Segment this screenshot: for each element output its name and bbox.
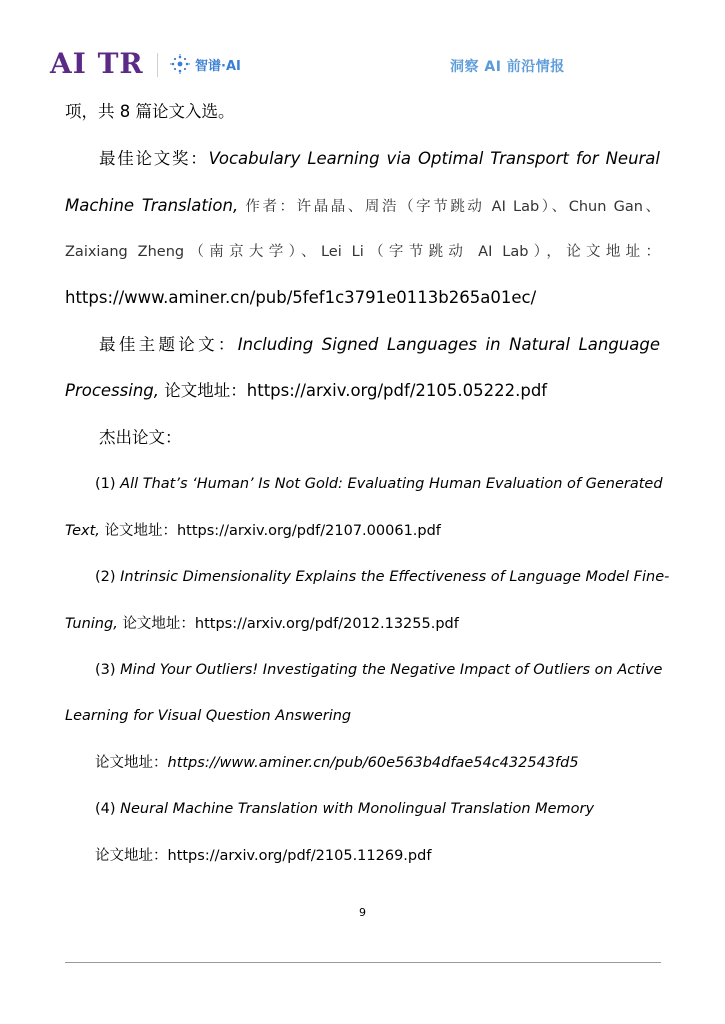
best-paper-title-cont: Machine Translation, (65, 196, 239, 215)
paper-title: Mind Your Outliers! Investigating the Negative Impact of Outliers on Active (120, 662, 663, 678)
outstanding-paper-1-line2 (65, 519, 441, 543)
best-theme-paper-line2 (65, 379, 547, 403)
outstanding-papers-label: 杰出论文： (99, 428, 182, 447)
paper-title: Neural Machine Translation with Monolingual Translation Memory (120, 801, 595, 817)
intro-text: 项，共 8 篇论文入选。 (65, 102, 235, 121)
paper-title-cont: Learning for Visual Question Answering (65, 708, 352, 724)
best-theme-paper-line1 (99, 333, 660, 357)
best-theme-paper-address-label: 论文地址： (159, 381, 247, 400)
paper-address-label: 论文地址： (117, 616, 195, 632)
best-paper-title: Vocabulary Learning via Optimal Transport for Neural (208, 149, 661, 168)
outstanding-paper-4-line1 (95, 797, 594, 821)
paper-number: (3) (95, 662, 121, 678)
outstanding-paper-1-line1 (95, 472, 663, 496)
paper-address-label: 论文地址： (95, 848, 168, 864)
paper-url[interactable]: https://www.aminer.cn/pub/60e563b4dfae54c432543fd5 (167, 755, 579, 771)
paper-url[interactable]: https://arxiv.org/pdf/2107.00061.pdf (176, 523, 441, 539)
outstanding-paper-4-line2 (95, 844, 431, 868)
page-number: 9 (359, 906, 366, 919)
best-theme-paper-label: 最佳主题论文： (99, 335, 238, 354)
best-paper-label: 最佳论文奖： (99, 149, 209, 168)
zhipu-logo-text: 智谱·AI (195, 58, 241, 74)
best-paper-url[interactable]: https://www.aminer.cn/pub/5fef1c3791e0113b265a01ec/ (65, 288, 537, 307)
best-paper-line2 (65, 194, 660, 219)
paper-title-cont: Tuning, (65, 616, 118, 632)
paper-url[interactable]: https://arxiv.org/pdf/2012.13255.pdf (194, 616, 459, 632)
zhipu-logo (170, 52, 241, 76)
best-theme-paper-title-cont: Processing, (65, 381, 160, 400)
aitr-logo: AI TR (50, 47, 144, 80)
paper-number: (2) (95, 569, 121, 585)
paper-title: All That’s ‘Human’ Is Not Gold: Evaluating Human Evaluation of Generated (120, 476, 663, 492)
best-paper-authors-cont: Zaixiang Zheng（南京大学）、Lei Li（字节跳动 AI Lab），论文地址： (65, 244, 660, 260)
logo-divider (157, 53, 158, 77)
outstanding-paper-3-line2 (65, 704, 351, 728)
best-paper-authors: 作者：许晶晶、周浩（字节跳动 AI Lab）、Chun Gan、 (238, 199, 660, 215)
paper-title-cont: Text, (65, 523, 100, 539)
paper-title: Intrinsic Dimensionality Explains the Effectiveness of Language Model Fine- (120, 569, 670, 585)
zhipu-dots-icon (170, 54, 190, 74)
paper-url[interactable]: https://arxiv.org/pdf/2105.11269.pdf (167, 848, 432, 864)
paper-address-label: 论文地址： (95, 755, 168, 771)
footer-divider (65, 962, 661, 963)
outstanding-paper-2-line2 (65, 612, 459, 636)
paper-number: (4) (95, 801, 121, 817)
outstanding-paper-2-line1 (95, 565, 670, 589)
best-theme-paper-url[interactable]: https://arxiv.org/pdf/2105.05222.pdf (246, 381, 548, 400)
paper-address-label: 论文地址： (99, 523, 177, 539)
page-header (0, 0, 725, 90)
paper-number: (1) (95, 476, 121, 492)
best-theme-paper-title: Including Signed Languages in Natural Language (237, 335, 660, 354)
outstanding-paper-3-line1 (95, 658, 663, 682)
best-paper-line1 (99, 147, 660, 171)
outstanding-paper-3-line3 (95, 751, 579, 775)
header-tagline: 洞察 AI 前沿情报 (450, 59, 565, 75)
